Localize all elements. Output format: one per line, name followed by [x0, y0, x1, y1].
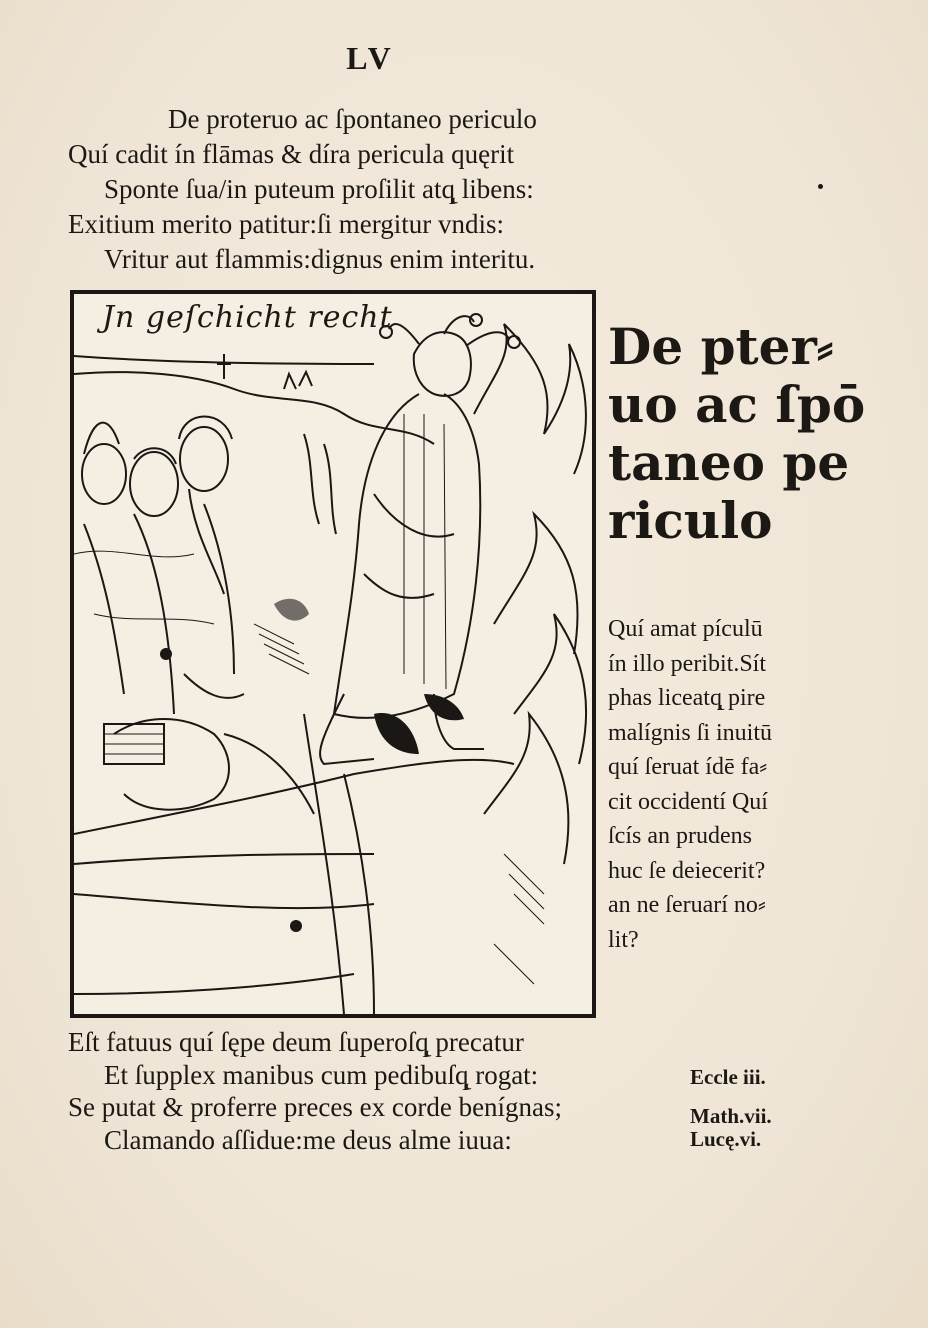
blackletter-title: [608, 317, 866, 550]
verse-line: Vritur aut flammis:dignus enim interitu.: [104, 244, 536, 274]
woodcut-drawing: [74, 294, 592, 1014]
verse-line: Se putat & proferre preces ex corde benígnas;: [68, 1092, 563, 1122]
verse-line: De proteruo ac ſpontaneo periculo: [168, 104, 537, 134]
title-line: uo ac ſpō: [608, 375, 866, 434]
commentary-line: Quí amat pículū: [608, 616, 763, 642]
commentary-line: cit occidentí Quí: [608, 788, 768, 815]
verse-line: Et ſupplex manibus cum pedibuſq̨ rogat:: [104, 1059, 539, 1090]
title-line: riculo: [608, 491, 773, 550]
verse-line: Quí cadit ín flāmas & díra pericula quęrit: [68, 139, 515, 169]
verse-line: Eſt fatuus quí ſępe deum ſuperoſq̨ precatur: [68, 1027, 524, 1057]
commentary-line: an ne ſeruarí no⸗: [608, 892, 766, 918]
verse-line: Clamando aſſidue:me deus alme iuua:: [104, 1124, 512, 1155]
reference: Lucę.vi.: [690, 1127, 762, 1151]
commentary-line: malígnis ſi inuitū: [608, 719, 773, 746]
verse-line: Exitium merito patitur:ſi mergitur vndis:: [68, 209, 504, 239]
verse-line: Sponte ſua/in puteum proſilit atq̨ libens:: [104, 174, 534, 204]
side-commentary: [608, 612, 828, 957]
woodcut-illustration: [70, 290, 596, 1018]
reference: Math.vii.: [690, 1104, 772, 1128]
commentary-line: quí ſeruat ídē fa⸗: [608, 754, 768, 780]
title-line: De pter⸗: [608, 317, 834, 376]
ink-speck: [818, 184, 823, 189]
commentary-line: lit?: [608, 926, 639, 953]
page-number: LV: [346, 40, 394, 76]
commentary-line: huc ſe deiecerit?: [608, 857, 766, 884]
title-line: taneo pe: [608, 433, 850, 492]
commentary-line: ſcís an prudens: [608, 823, 752, 849]
marginal-references: [690, 1066, 810, 1151]
reference: Eccle iii.: [690, 1065, 766, 1089]
verse-bottom: [68, 1026, 668, 1156]
commentary-line: phas liceatq̨ pire: [608, 685, 766, 711]
verse-top: [68, 102, 648, 277]
commentary-line: ín illo peribit.Sít: [608, 650, 767, 677]
woodcut-caption: Jn geſchicht recht: [102, 300, 393, 335]
